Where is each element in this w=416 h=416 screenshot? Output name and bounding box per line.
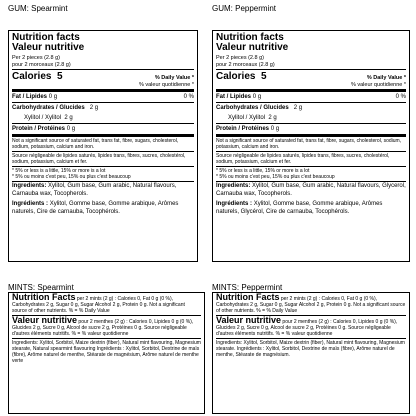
ingredients-fr: Xylitol, Gomme base, Gomme arabique, Arômes naturels, Glycérol, Cire de carnauba, Tocophérols. — [216, 201, 383, 215]
ingredients: Ingredients: Xylitol, Sorbitol, Maize dextrin (fiber), Natural mint flavouring, Magnesium stearate, Natural spearmint flavouring Ingrédients : Xylitol, Sorbitol, Dextrine de maïs (fibre), Arôme naturel de menthe, Stéarate de magnésium, Arôme naturel de menthe verte — [12, 340, 201, 364]
gum-spearmint-nutrition-panel — [8, 30, 198, 262]
calories-value: 5 — [261, 71, 267, 82]
mints-peppermint-nutrition-panel — [212, 292, 410, 414]
gum-peppermint-nutrition-panel — [212, 30, 410, 262]
head-fr: Valeur nutritive — [12, 315, 78, 325]
head-fr: Valeur nutritive — [216, 315, 282, 325]
fat-value: 0 g — [48, 94, 58, 100]
title-en: Nutrition facts — [12, 32, 80, 43]
note-en: Not a significant source of saturated fat, trans fat, fibre, sugars, cholesterol, sodium, potassium, calcium and iron. — [216, 138, 402, 150]
carb-label: Carbohydrates / Glucides — [216, 105, 289, 111]
fat-dv: 0 % — [183, 94, 194, 100]
ingredients-en-label: Ingredients: — [12, 183, 47, 189]
fat-label: Fat / Lipides — [12, 94, 48, 100]
ingredients-en: Xylitol, Gum base, Gum arabic, Natural flavours, Carnauba wax, Tocopherols. — [12, 183, 177, 197]
mints-spearmint-nutrition-panel — [8, 292, 205, 414]
footnote-fr: * 5% ou moins c'est peu, 15% ou plus c'est beaucoup — [216, 174, 335, 180]
note-fr: Source négligeable de lipides saturés, lipides trans, fibres, sucres, cholestérol, sodium, potassium, calcium et fer. — [12, 153, 186, 165]
body-en: per 2 mints (2 g) : Calories 0, Fat 0 g (0 %), Carbohydrates 2 g, Sugar 0 g, Sugar Alcohol 2 g, Protein 0 g. Not a significant source of other nutrients. % = % Daily Value — [216, 296, 406, 314]
fat-label: Fat / Lipides — [216, 94, 252, 100]
serving-en: Per 2 pieces (2.8 g) — [216, 55, 264, 61]
protein-label: Protein / Protéines — [12, 126, 66, 132]
note-fr: Source négligeable de lipides saturés, lipides trans, fibres, sucres, cholestérol, sodium, potassium, calcium et fer. — [216, 153, 390, 165]
mints-peppermint-section-label: MINTS: Peppermint — [212, 283, 283, 292]
carb-value: 2 g — [89, 105, 99, 111]
title-en: Nutrition facts — [216, 32, 284, 43]
footnote-fr: * 5% ou moins c'est peu, 15% ou plus c'est beaucoup — [12, 174, 131, 180]
ingredients: Ingredients: Xylitol, Sorbitol, Maize dextrin (fiber), Natural mint flavouring, Magnesium stearate. Ingrédients : Xylitol, Sorbitol, Dextrine de maïs (fibre), Arôme naturel de menthe, Stéarate de magnésium. — [216, 340, 405, 358]
footnote-en: * 5% or less is a little, 15% or more is a lot — [12, 168, 106, 174]
head-en: Nutrition Facts — [216, 292, 280, 302]
dv-header-fr: % valeur quotidienne * — [350, 81, 406, 88]
dv-header-en: % Daily Value * — [154, 75, 194, 81]
title-fr: Valeur nutritive — [216, 42, 289, 53]
gum-peppermint-section-label: GUM: Peppermint — [212, 4, 277, 13]
ingredients-en-label: Ingredients: — [216, 183, 251, 189]
ingredients-en: Xylitol, Gum base, Gum arabic, Natural flavours, Glycerol, Carnauba wax, Tocopherols. — [216, 183, 406, 197]
footnote-en: * 5% or less is a little, 15% or more is a lot — [216, 168, 310, 174]
serving-fr: pour 2 morceaux (2.8 g) — [216, 61, 275, 68]
xylitol-value: 2 g — [64, 115, 73, 121]
protein-value: 0 g — [66, 126, 76, 132]
body-fr: pour 2 menthes (2 g) : Calories 0, Lipides 0 g (0 %), Glucides 2 g, Sucre 0 g, Alcool de sucre 2 g, Protéines 0 g. Source négligeable d'autres éléments nutritifs. % = % valeur quotidienne — [12, 319, 194, 337]
protein-value: 0 g — [270, 126, 280, 132]
ingredients-fr: Xylitol, Gomme base, Gomme arabique, Arômes naturels, Cire de carnauba, Tocophérols. — [12, 201, 179, 215]
body-fr: pour 2 menthes (2 g) : Calories 0, Lipides 0 g (0 %), Glucides 2 g, Sucre 0 g, Alcool de sucre 2 g, Protéines 0 g. Source négligeable d'autres éléments nutritifs. % = % valeur quotidienne — [216, 319, 398, 337]
serving-en: Per 2 pieces (2.8 g) — [12, 55, 60, 61]
calories-value: 5 — [57, 71, 63, 82]
calories-label: Calories — [216, 71, 256, 82]
serving-fr: pour 2 morceaux (2.8 g) — [12, 61, 71, 68]
xylitol-label: Xylitol / Xylitol — [24, 115, 62, 121]
ingredients-fr-label: Ingrédients : — [216, 201, 253, 207]
dv-header-en: % Daily Value * — [366, 75, 406, 81]
dv-header-fr: % valeur quotidienne * — [138, 81, 194, 88]
note-en: Not a significant source of saturated fat, trans fat, fibre, sugars, cholesterol, sodium, potassium, calcium and iron. — [12, 138, 179, 150]
xylitol-value: 2 g — [268, 115, 277, 121]
gum-spearmint-section-label: GUM: Spearmint — [8, 4, 68, 13]
head-en: Nutrition Facts — [12, 292, 76, 302]
title-fr: Valeur nutritive — [12, 42, 85, 53]
ingredients-fr-label: Ingrédients : — [12, 201, 49, 207]
carb-value: 2 g — [293, 105, 303, 111]
protein-label: Protein / Protéines — [216, 126, 270, 132]
body-en: per 2 mints (2 g) : Calories 0, Fat 0 g (0 %), Carbohydrates 2 g, Sugar 0 g, Sugar Alcohol 2 g, Protein 0 g. Not a significant source of other nutrients. % = % Daily Value — [12, 296, 185, 314]
xylitol-label: Xylitol / Xylitol — [228, 115, 266, 121]
mints-spearmint-section-label: MINTS: Spearmint — [8, 283, 74, 292]
calories-label: Calories — [12, 71, 52, 82]
fat-value: 0 g — [252, 94, 262, 100]
fat-dv: 0 % — [395, 94, 406, 100]
carb-label: Carbohydrates / Glucides — [12, 105, 85, 111]
